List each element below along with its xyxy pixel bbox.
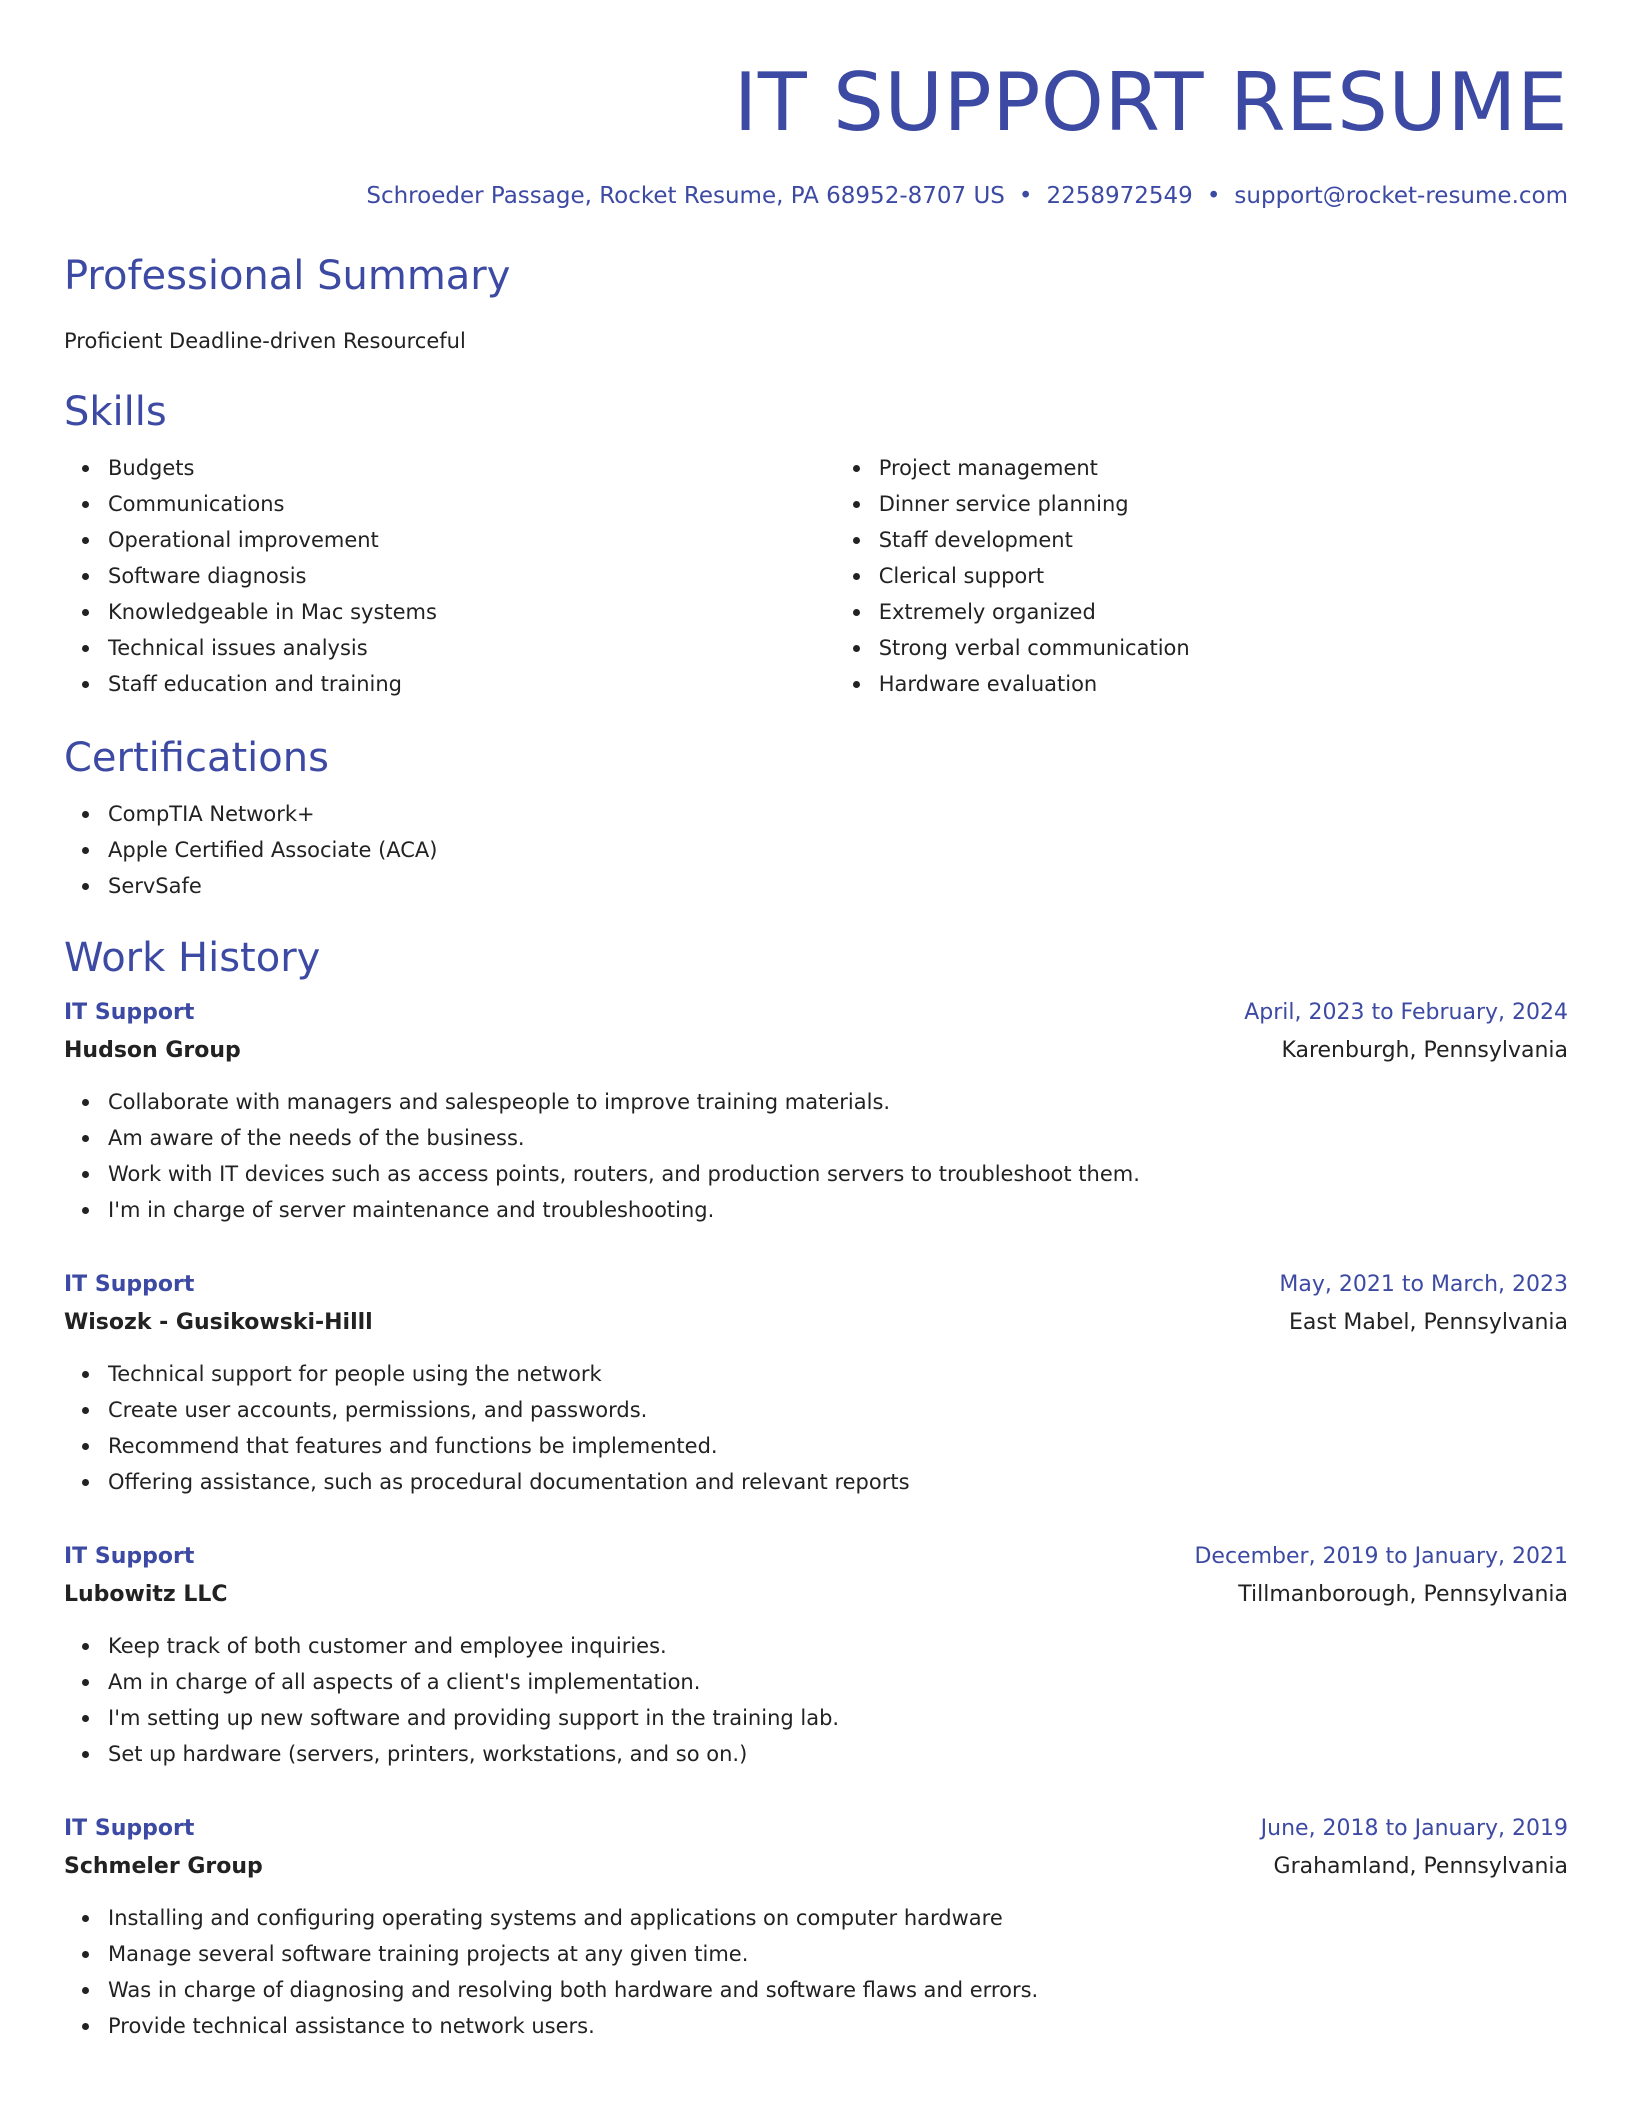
job-location: Karenburgh, Pennsylvania bbox=[1281, 1038, 1568, 1063]
job-location: Tillmanborough, Pennsylvania bbox=[1238, 1582, 1568, 1607]
job-entry bbox=[64, 1810, 1568, 2044]
resume-title: IT SUPPORT RESUME bbox=[733, 56, 1568, 149]
job-bullet: Collaborate with managers and salespeople to improve training materials. bbox=[108, 1084, 1568, 1120]
skill-item: Technical issues analysis bbox=[108, 630, 835, 666]
skill-item: Knowledgeable in Mac systems bbox=[108, 594, 835, 630]
job-entry bbox=[64, 1266, 1568, 1500]
job-bullet: Offering assistance, such as procedural documentation and relevant reports bbox=[108, 1464, 1568, 1500]
summary-heading: Professional Summary bbox=[64, 253, 511, 299]
job-bullets bbox=[64, 1628, 1568, 1772]
resume-header bbox=[64, 48, 1568, 212]
certifications-list bbox=[64, 796, 1568, 904]
skills-list-left bbox=[64, 450, 835, 702]
certifications-section bbox=[64, 732, 1568, 904]
job-bullet: Am in charge of all aspects of a client's implementation. bbox=[108, 1664, 1568, 1700]
job-company: Lubowitz LLC bbox=[64, 1582, 228, 1607]
job-entry bbox=[64, 1538, 1568, 1772]
job-location: East Mabel, Pennsylvania bbox=[1288, 1310, 1568, 1335]
job-bullet: Am aware of the needs of the business. bbox=[108, 1120, 1568, 1156]
job-title: IT Support bbox=[64, 1816, 195, 1841]
skill-item: Dinner service planning bbox=[879, 486, 1568, 522]
skill-item: Hardware evaluation bbox=[879, 666, 1568, 702]
job-bullets bbox=[64, 1900, 1568, 2044]
skill-item: Budgets bbox=[108, 450, 835, 486]
job-bullet: Set up hardware (servers, printers, workstations, and so on.) bbox=[108, 1736, 1568, 1772]
skill-item: Strong verbal communication bbox=[879, 630, 1568, 666]
job-dates: April, 2023 to February, 2024 bbox=[1244, 1000, 1568, 1025]
skills-grid bbox=[64, 450, 1568, 702]
job-header-row bbox=[64, 994, 1568, 1032]
contact-separator: • bbox=[1206, 183, 1221, 209]
skill-item: Communications bbox=[108, 486, 835, 522]
job-dates: May, 2021 to March, 2023 bbox=[1279, 1272, 1568, 1297]
job-bullet: Work with IT devices such as access points, routers, and production servers to troubleshoot them. bbox=[108, 1156, 1568, 1192]
job-location: Grahamland, Pennsylvania bbox=[1273, 1854, 1568, 1879]
job-bullet: I'm setting up new software and providing support in the training lab. bbox=[108, 1700, 1568, 1736]
job-bullet: Technical support for people using the network bbox=[108, 1356, 1568, 1392]
job-entry bbox=[64, 994, 1568, 1228]
skills-heading: Skills bbox=[64, 389, 167, 435]
skill-item: Extremely organized bbox=[879, 594, 1568, 630]
job-bullet: Create user accounts, permissions, and passwords. bbox=[108, 1392, 1568, 1428]
work-history-section bbox=[64, 932, 1568, 2044]
job-title: IT Support bbox=[64, 1272, 195, 1297]
job-bullet: Provide technical assistance to network users. bbox=[108, 2008, 1568, 2044]
skills-list-right bbox=[835, 450, 1568, 702]
job-bullet: Recommend that features and functions be implemented. bbox=[108, 1428, 1568, 1464]
skill-item: Staff development bbox=[879, 522, 1568, 558]
work-history-heading: Work History bbox=[64, 935, 321, 981]
job-bullets bbox=[64, 1356, 1568, 1500]
contact-phone: 2258972549 bbox=[1046, 183, 1193, 209]
contact-email: support@rocket-resume.com bbox=[1234, 183, 1568, 209]
summary-section bbox=[64, 250, 1568, 356]
job-bullet: Keep track of both customer and employee inquiries. bbox=[108, 1628, 1568, 1664]
skill-item: Clerical support bbox=[879, 558, 1568, 594]
job-dates: December, 2019 to January, 2021 bbox=[1194, 1544, 1568, 1569]
skill-item: Staff education and training bbox=[108, 666, 835, 702]
job-dates: June, 2018 to January, 2019 bbox=[1260, 1816, 1568, 1841]
job-company-row bbox=[64, 1848, 1568, 1886]
summary-text: Proficient Deadline-driven Resourceful bbox=[64, 329, 466, 353]
job-company: Schmeler Group bbox=[64, 1854, 263, 1879]
job-header-row bbox=[64, 1810, 1568, 1848]
job-title: IT Support bbox=[64, 1000, 195, 1025]
job-bullets bbox=[64, 1084, 1568, 1228]
job-bullet: Manage several software training projects at any given time. bbox=[108, 1936, 1568, 1972]
certification-item: ServSafe bbox=[108, 868, 1568, 904]
job-bullet: Was in charge of diagnosing and resolving both hardware and software flaws and errors. bbox=[108, 1972, 1568, 2008]
job-company-row bbox=[64, 1032, 1568, 1070]
job-header-row bbox=[64, 1266, 1568, 1304]
skill-item: Project management bbox=[879, 450, 1568, 486]
contact-separator: • bbox=[1018, 183, 1033, 209]
job-company-row bbox=[64, 1304, 1568, 1342]
job-bullet: I'm in charge of server maintenance and troubleshooting. bbox=[108, 1192, 1568, 1228]
skills-section bbox=[64, 386, 1568, 702]
job-company: Wisozk - Gusikowski-Hilll bbox=[64, 1310, 373, 1335]
contact-line bbox=[64, 180, 1568, 212]
job-header-row bbox=[64, 1538, 1568, 1576]
contact-address: Schroeder Passage, Rocket Resume, PA 68952-8707 US bbox=[366, 183, 1005, 209]
certifications-heading: Certifications bbox=[64, 735, 329, 781]
certification-item: Apple Certified Associate (ACA) bbox=[108, 832, 1568, 868]
job-title: IT Support bbox=[64, 1544, 195, 1569]
job-company-row bbox=[64, 1576, 1568, 1614]
job-company: Hudson Group bbox=[64, 1038, 241, 1063]
skill-item: Operational improvement bbox=[108, 522, 835, 558]
certification-item: CompTIA Network+ bbox=[108, 796, 1568, 832]
skill-item: Software diagnosis bbox=[108, 558, 835, 594]
job-bullet: Installing and configuring operating systems and applications on computer hardware bbox=[108, 1900, 1568, 1936]
